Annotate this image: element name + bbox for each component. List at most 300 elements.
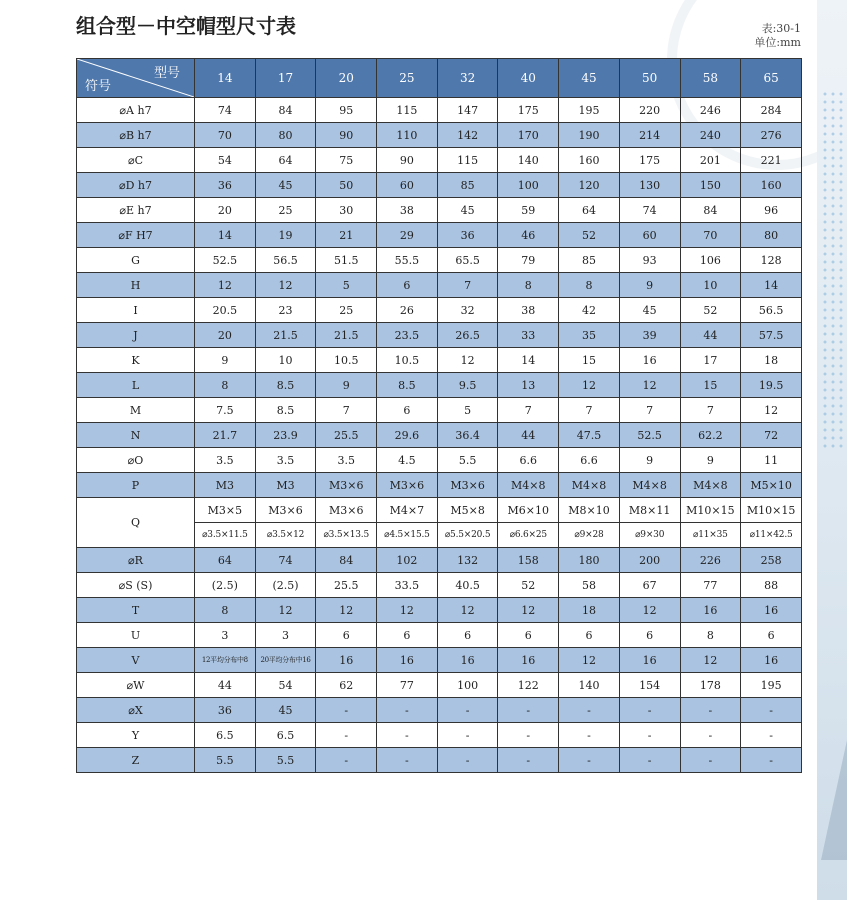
row-symbol-cell: ⌀F H7 (77, 223, 195, 248)
value-cell: 84 (316, 548, 377, 573)
table-row (77, 373, 802, 398)
value-cell: 10.5 (377, 348, 438, 373)
value-cell: 160 (559, 148, 620, 173)
row-symbol-cell: N (77, 423, 195, 448)
table-row (77, 673, 802, 698)
row-symbol-cell: U (77, 623, 195, 648)
table-row (77, 348, 802, 373)
header-row (77, 59, 802, 98)
value-cell: 5 (316, 273, 377, 298)
value-cell: 84 (255, 98, 316, 123)
value-cell: M4×8 (619, 473, 680, 498)
value-cell: 16 (741, 648, 802, 673)
table-row (77, 648, 802, 673)
value-cell: 25.5 (316, 423, 377, 448)
value-cell: 14 (741, 273, 802, 298)
value-cell: M5×8 (437, 498, 498, 523)
value-cell: 13 (498, 373, 559, 398)
row-symbol-cell: P (77, 473, 195, 498)
value-cell: ⌀3.5×12 (255, 523, 316, 548)
value-cell: - (316, 748, 377, 773)
value-cell: 6 (559, 623, 620, 648)
row-symbol-cell: ⌀A h7 (77, 98, 195, 123)
model-column-header: 20 (316, 59, 377, 98)
value-cell: 21.7 (195, 423, 256, 448)
value-cell: - (619, 748, 680, 773)
dimension-table (76, 58, 802, 773)
value-cell: 3 (195, 623, 256, 648)
value-cell: 85 (559, 248, 620, 273)
value-cell: 9 (316, 373, 377, 398)
value-cell: 8 (498, 273, 559, 298)
value-cell: 6 (619, 623, 680, 648)
table-row (77, 248, 802, 273)
value-cell: 106 (680, 248, 741, 273)
value-cell: 8.5 (255, 373, 316, 398)
value-cell: 30 (316, 198, 377, 223)
value-cell: 12 (255, 273, 316, 298)
value-cell: 36 (195, 173, 256, 198)
value-cell: 80 (741, 223, 802, 248)
value-cell: 10.5 (316, 348, 377, 373)
value-cell: 84 (680, 198, 741, 223)
value-cell: 46 (498, 223, 559, 248)
value-cell: M6×10 (498, 498, 559, 523)
value-cell: 284 (741, 98, 802, 123)
value-cell: 58 (559, 573, 620, 598)
value-cell: 55.5 (377, 248, 438, 273)
value-cell: - (377, 723, 438, 748)
value-cell: 170 (498, 123, 559, 148)
value-cell: 45 (255, 173, 316, 198)
value-cell: 160 (741, 173, 802, 198)
value-cell: 64 (195, 548, 256, 573)
value-cell: 142 (437, 123, 498, 148)
value-cell: 15 (680, 373, 741, 398)
value-cell: 90 (316, 123, 377, 148)
table-row (77, 423, 802, 448)
value-cell: 20.5 (195, 298, 256, 323)
value-cell: M5×10 (741, 473, 802, 498)
value-cell: 115 (437, 148, 498, 173)
value-cell: 10 (680, 273, 741, 298)
value-cell: 7 (437, 273, 498, 298)
value-cell: 45 (437, 198, 498, 223)
value-cell: M10×15 (680, 498, 741, 523)
value-cell: 20 (195, 323, 256, 348)
value-cell: 8 (559, 273, 620, 298)
value-cell: 17 (680, 348, 741, 373)
value-cell: M4×8 (559, 473, 620, 498)
value-cell: - (559, 748, 620, 773)
value-cell: 6 (741, 623, 802, 648)
table-row (77, 98, 802, 123)
value-cell: 110 (377, 123, 438, 148)
row-symbol-cell: ⌀B h7 (77, 123, 195, 148)
value-cell: 12 (498, 598, 559, 623)
value-cell: 16 (619, 348, 680, 373)
value-cell: 75 (316, 148, 377, 173)
value-cell: 20平均分布中16 (255, 648, 316, 673)
value-cell: 56.5 (255, 248, 316, 273)
value-cell: 45 (619, 298, 680, 323)
value-cell: 120 (559, 173, 620, 198)
row-symbol-cell: ⌀E h7 (77, 198, 195, 223)
value-cell: 9 (619, 448, 680, 473)
value-cell: 51.5 (316, 248, 377, 273)
model-header-label: 型号 (153, 66, 180, 81)
value-cell: 42 (559, 298, 620, 323)
value-cell: 214 (619, 123, 680, 148)
row-symbol-cell: ⌀R (77, 548, 195, 573)
table-row (77, 223, 802, 248)
row-symbol-cell: Q (77, 498, 195, 548)
table-row (77, 273, 802, 298)
value-cell: 9.5 (437, 373, 498, 398)
value-cell: - (680, 723, 741, 748)
value-cell: 93 (619, 248, 680, 273)
value-cell: - (316, 698, 377, 723)
value-cell: - (619, 698, 680, 723)
row-symbol-cell: I (77, 298, 195, 323)
table-row (77, 198, 802, 223)
value-cell: 12 (377, 598, 438, 623)
value-cell: 7 (559, 398, 620, 423)
value-cell: 122 (498, 673, 559, 698)
row-symbol-cell: ⌀S (S) (77, 573, 195, 598)
value-cell: 29 (377, 223, 438, 248)
row-symbol-cell: Y (77, 723, 195, 748)
value-cell: - (498, 723, 559, 748)
value-cell: 3.5 (195, 448, 256, 473)
value-cell: 6 (377, 398, 438, 423)
value-cell: - (619, 723, 680, 748)
value-cell: 8 (680, 623, 741, 648)
value-cell: 175 (619, 148, 680, 173)
value-cell: 72 (741, 423, 802, 448)
model-column-header: 14 (195, 59, 256, 98)
value-cell: 190 (559, 123, 620, 148)
value-cell: 79 (498, 248, 559, 273)
value-cell: M3 (255, 473, 316, 498)
value-cell: 64 (255, 148, 316, 173)
value-cell: 26.5 (437, 323, 498, 348)
value-cell: 77 (377, 673, 438, 698)
value-cell: M10×15 (741, 498, 802, 523)
value-cell: 6 (377, 623, 438, 648)
table-caption (754, 22, 801, 50)
value-cell: 64 (559, 198, 620, 223)
model-column-header: 17 (255, 59, 316, 98)
value-cell: 35 (559, 323, 620, 348)
value-cell: 130 (619, 173, 680, 198)
row-symbol-cell: G (77, 248, 195, 273)
value-cell: M3×6 (316, 498, 377, 523)
table-row (77, 548, 802, 573)
unit-label: 单位:mm (754, 36, 801, 49)
value-cell: 52.5 (195, 248, 256, 273)
value-cell: 12 (559, 373, 620, 398)
value-cell: 6 (316, 623, 377, 648)
value-cell: 32 (437, 298, 498, 323)
row-symbol-cell: ⌀X (77, 698, 195, 723)
value-cell: 39 (619, 323, 680, 348)
corner-header (77, 59, 195, 98)
table-row (77, 723, 802, 748)
value-cell: 33 (498, 323, 559, 348)
value-cell: 16 (741, 598, 802, 623)
value-cell: 115 (377, 98, 438, 123)
model-column-header: 50 (619, 59, 680, 98)
value-cell: 26 (377, 298, 438, 323)
value-cell: ⌀3.5×13.5 (316, 523, 377, 548)
row-symbol-cell: H (77, 273, 195, 298)
row-symbol-cell: V (77, 648, 195, 673)
value-cell: 8 (195, 373, 256, 398)
row-symbol-cell: T (77, 598, 195, 623)
value-cell: 74 (619, 198, 680, 223)
value-cell: - (437, 723, 498, 748)
value-cell: M4×8 (498, 473, 559, 498)
value-cell: 38 (377, 198, 438, 223)
value-cell: M3×6 (316, 473, 377, 498)
value-cell: 128 (741, 248, 802, 273)
value-cell: 16 (437, 648, 498, 673)
value-cell: 44 (498, 423, 559, 448)
value-cell: ⌀6.6×25 (498, 523, 559, 548)
value-cell: 3.5 (316, 448, 377, 473)
value-cell: 9 (195, 348, 256, 373)
value-cell: - (741, 698, 802, 723)
value-cell: 52.5 (619, 423, 680, 448)
model-column-header: 40 (498, 59, 559, 98)
value-cell: 6.6 (498, 448, 559, 473)
decorative-shape (821, 740, 847, 860)
table-row (77, 748, 802, 773)
value-cell: 12 (619, 373, 680, 398)
value-cell: M3×6 (437, 473, 498, 498)
value-cell: 6 (498, 623, 559, 648)
value-cell: 220 (619, 98, 680, 123)
value-cell: 195 (741, 673, 802, 698)
row-symbol-cell: J (77, 323, 195, 348)
value-cell: 6.6 (559, 448, 620, 473)
value-cell: 140 (559, 673, 620, 698)
value-cell: 6.5 (195, 723, 256, 748)
value-cell: 44 (680, 323, 741, 348)
value-cell: 56.5 (741, 298, 802, 323)
value-cell: 57.5 (741, 323, 802, 348)
value-cell: 21.5 (316, 323, 377, 348)
value-cell: 47.5 (559, 423, 620, 448)
table-row (77, 623, 802, 648)
value-cell: - (741, 723, 802, 748)
value-cell: 9 (619, 273, 680, 298)
value-cell: 102 (377, 548, 438, 573)
value-cell: 25.5 (316, 573, 377, 598)
row-symbol-cell: M (77, 398, 195, 423)
value-cell: 276 (741, 123, 802, 148)
value-cell: 59 (498, 198, 559, 223)
value-cell: 7 (680, 398, 741, 423)
value-cell: - (498, 698, 559, 723)
value-cell: ⌀4.5×15.5 (377, 523, 438, 548)
value-cell: 45 (255, 698, 316, 723)
value-cell: 77 (680, 573, 741, 598)
table-row (77, 473, 802, 498)
value-cell: 6 (437, 623, 498, 648)
value-cell: 11 (741, 448, 802, 473)
value-cell: - (559, 698, 620, 723)
value-cell: 36.4 (437, 423, 498, 448)
value-cell: 158 (498, 548, 559, 573)
value-cell: 52 (680, 298, 741, 323)
table-row (77, 298, 802, 323)
value-cell: ⌀11×35 (680, 523, 741, 548)
value-cell: 16 (680, 598, 741, 623)
table-body (77, 98, 802, 773)
value-cell: 4.5 (377, 448, 438, 473)
value-cell: 100 (498, 173, 559, 198)
row-symbol-cell: ⌀D h7 (77, 173, 195, 198)
value-cell: 74 (195, 98, 256, 123)
value-cell: 25 (316, 298, 377, 323)
value-cell: 12 (559, 648, 620, 673)
value-cell: 60 (377, 173, 438, 198)
value-cell: M3×5 (195, 498, 256, 523)
table-row-q-thread (77, 498, 802, 523)
value-cell: 221 (741, 148, 802, 173)
table-row (77, 173, 802, 198)
value-cell: - (316, 723, 377, 748)
value-cell: 65.5 (437, 248, 498, 273)
value-cell: 200 (619, 548, 680, 573)
value-cell: 52 (559, 223, 620, 248)
value-cell: 88 (741, 573, 802, 598)
value-cell: 70 (195, 123, 256, 148)
value-cell: 23.5 (377, 323, 438, 348)
page-title: 组合型－中空帽型尺寸表 (76, 14, 296, 38)
value-cell: 70 (680, 223, 741, 248)
value-cell: 23 (255, 298, 316, 323)
value-cell: M3 (195, 473, 256, 498)
value-cell: 80 (255, 123, 316, 148)
value-cell: 44 (195, 673, 256, 698)
value-cell: 33.5 (377, 573, 438, 598)
value-cell: - (559, 723, 620, 748)
value-cell: 40.5 (437, 573, 498, 598)
value-cell: 150 (680, 173, 741, 198)
value-cell: 29.6 (377, 423, 438, 448)
value-cell: - (498, 748, 559, 773)
value-cell: 67 (619, 573, 680, 598)
value-cell: 12 (680, 648, 741, 673)
value-cell: 12 (195, 273, 256, 298)
value-cell: 7.5 (195, 398, 256, 423)
model-column-header: 45 (559, 59, 620, 98)
value-cell: 178 (680, 673, 741, 698)
value-cell: (2.5) (195, 573, 256, 598)
value-cell: 52 (498, 573, 559, 598)
value-cell: 14 (498, 348, 559, 373)
value-cell: 180 (559, 548, 620, 573)
table-row (77, 123, 802, 148)
value-cell: 10 (255, 348, 316, 373)
value-cell: 100 (437, 673, 498, 698)
value-cell: 5.5 (437, 448, 498, 473)
value-cell: 16 (316, 648, 377, 673)
value-cell: 147 (437, 98, 498, 123)
value-cell: 195 (559, 98, 620, 123)
model-column-header: 25 (377, 59, 438, 98)
model-column-header: 58 (680, 59, 741, 98)
value-cell: 19 (255, 223, 316, 248)
value-cell: M3×6 (377, 473, 438, 498)
table-number: 表:30-1 (761, 22, 801, 35)
value-cell: M3×6 (255, 498, 316, 523)
value-cell: M8×10 (559, 498, 620, 523)
value-cell: 12 (741, 398, 802, 423)
value-cell: 62.2 (680, 423, 741, 448)
value-cell: 18 (741, 348, 802, 373)
value-cell: M4×7 (377, 498, 438, 523)
value-cell: 6 (377, 273, 438, 298)
value-cell: ⌀9×30 (619, 523, 680, 548)
value-cell: 95 (316, 98, 377, 123)
value-cell: - (680, 748, 741, 773)
value-cell: ⌀3.5×11.5 (195, 523, 256, 548)
value-cell: - (437, 698, 498, 723)
model-column-header: 65 (741, 59, 802, 98)
value-cell: 21.5 (255, 323, 316, 348)
value-cell: 54 (255, 673, 316, 698)
value-cell: 201 (680, 148, 741, 173)
value-cell: 7 (619, 398, 680, 423)
value-cell: 12 (316, 598, 377, 623)
value-cell: ⌀11×42.5 (741, 523, 802, 548)
value-cell: 8 (195, 598, 256, 623)
value-cell: 36 (195, 698, 256, 723)
value-cell: 60 (619, 223, 680, 248)
value-cell: M8×11 (619, 498, 680, 523)
value-cell: 38 (498, 298, 559, 323)
value-cell: (2.5) (255, 573, 316, 598)
value-cell: 50 (316, 173, 377, 198)
table-row (77, 148, 802, 173)
model-column-header: 32 (437, 59, 498, 98)
value-cell: - (377, 748, 438, 773)
value-cell: 8.5 (377, 373, 438, 398)
row-symbol-cell: L (77, 373, 195, 398)
value-cell: - (680, 698, 741, 723)
value-cell: 20 (195, 198, 256, 223)
value-cell: - (377, 698, 438, 723)
value-cell: 19.5 (741, 373, 802, 398)
symbol-header-label: 符号 (85, 79, 112, 94)
value-cell: 36 (437, 223, 498, 248)
row-symbol-cell: ⌀O (77, 448, 195, 473)
value-cell: 85 (437, 173, 498, 198)
value-cell: 246 (680, 98, 741, 123)
row-symbol-cell: ⌀C (77, 148, 195, 173)
table-row (77, 448, 802, 473)
decorative-dot-pattern (821, 90, 845, 450)
value-cell: 14 (195, 223, 256, 248)
value-cell: ⌀9×28 (559, 523, 620, 548)
table-row (77, 598, 802, 623)
value-cell: 258 (741, 548, 802, 573)
value-cell: 62 (316, 673, 377, 698)
